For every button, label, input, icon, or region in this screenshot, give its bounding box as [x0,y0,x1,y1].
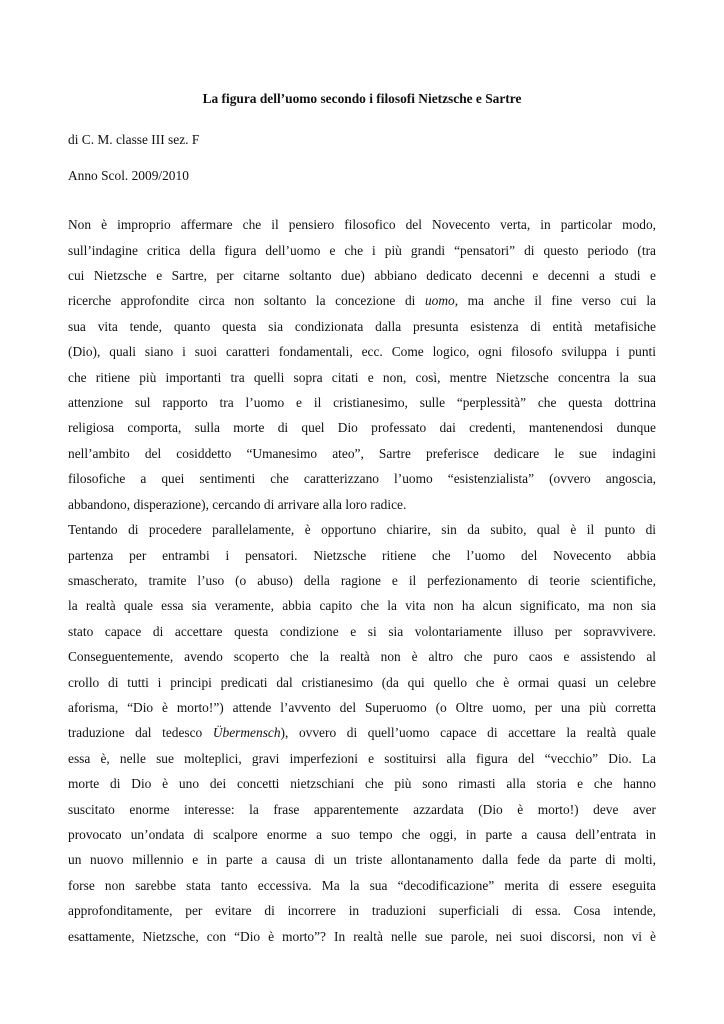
text-line: nell’ambito del cosiddetto “Umanesimo ateo”, Sartre preferisce dedicare le sue indagini [68,445,656,461]
text-line: stato capace di accettare questa condizione e si sia volontariamente illuso per sopravvivere. [68,623,656,639]
text-line: filosofiche a quei sentimenti che caratterizzano l’uomo “esistenzialista” (ovvero angoscia, [68,471,656,487]
document-page [68,86,656,949]
document-title: La figura dell’uomo secondo i filosofi Nietzsche e Sartre [202,91,522,106]
text-line: sua vita tende, quanto questa sia condizionata dalla presunta esistenza di entità metafisiche [68,318,656,334]
emphasis-ubermensch: Übermensch [212,725,281,741]
text-line: Tentando di procedere parallelamente, è opportuno chiarire, sin da subito, qual è il punto di [68,522,656,538]
text-line: la realtà quale essa sia veramente, abbia capito che la vita non ha alcun significato, ma non sia [68,598,656,614]
text-line: provocato un’ondata di scalpore enorme a suo tempo che oggi, in parte a causa dell’entrata in [68,826,656,842]
text-segment: ricerche approfondite circa non soltanto la concezione di [68,293,425,309]
text-line: abbandono, disperazione), cercando di arrivare alla loro radice. [68,496,407,512]
author-line: di C. M. classe III sez. F [68,132,200,148]
text-segment: traduzione dal tedesco [68,725,213,741]
text-line: attenzione sul rapporto tra l’uomo e il cristianesimo, sulle “perplessità” che questa dottrina [68,395,656,411]
text-line: approfonditamente, per evitare di incorrere in traduzioni superficiali di essa. Cosa intende, [68,903,656,919]
text-line: smascherato, tramite l’uso (o abuso) della ragione e il perfezionamento di teorie scientifiche, [68,572,656,588]
text-segment: , ma anche il fine verso cui la [454,293,656,309]
text-line [68,288,656,313]
text-line: sull’indagine critica della figura dell’uomo e che i più grandi “pensatori” di questo periodo (tra [68,242,656,258]
paragraph-intro [68,212,656,517]
paragraph-body [68,517,656,949]
text-line: Conseguentemente, avendo scoperto che la realtà non è altro che puro caos e assistendo al [68,649,656,665]
text-line: un nuovo millennio e in parte a causa di un triste allontanamento dalla fede da parte di molti, [68,852,656,868]
text-line: morte di Dio è uno dei concetti nietzschiani che più sono rimasti alla storia e che hanno [68,776,656,792]
text-line: essa è, nelle sue molteplici, gravi imperfezioni e sostituirsi alla figura del “vecchio” Dio. La [68,750,656,766]
text-line: aforisma, “Dio è morto!”) attende l’avvento del Superuomo (o Oltre uomo, per una più corretta [68,699,656,715]
text-segment: ), ovvero di quell’uomo capace di accettare la realtà quale [280,725,656,741]
text-line: Non è improprio affermare che il pensiero filosofico del Novecento verta, in particolar modo, [68,217,656,233]
text-line: cui Nietzsche e Sartre, per citarne soltanto due) abbiano dedicato decenni e decenni a studi e [68,268,656,284]
text-line: religiosa comporta, sulla morte di quel Dio professato dai credenti, mantenendosi dunque [68,420,656,436]
text-line [68,720,656,745]
text-line: che ritiene più importanti tra quelli sopra citati e non, così, mentre Nietzsche concentra la sua [68,369,656,385]
school-year-line: Anno Scol. 2009/2010 [68,167,189,183]
emphasis-uomo: uomo [424,293,455,309]
text-line: esattamente, Nietzsche, con “Dio è morto”? In realtà nelle sue parole, nei suoi discorsi, non vi è [68,928,656,944]
text-line: (Dio), quali siano i suoi caratteri fondamentali, ecc. Come logico, ogni filosofo sviluppa i punti [68,344,656,360]
text-line: forse non sarebbe stata tanto eccessiva. Ma la sua “decodificazione” merita di essere eseguita [68,877,656,893]
text-line: suscitato enorme interesse: la frase apparentemente azzardata (Dio è morto!) deve aver [68,801,656,817]
text-line: crollo di tutti i principi predicati dal cristianesimo (da qui quello che è ormai quasi un celebre [68,674,656,690]
text-line: partenza per entrambi i pensatori. Nietzsche ritiene che l’uomo del Novecento abbia [68,547,656,563]
